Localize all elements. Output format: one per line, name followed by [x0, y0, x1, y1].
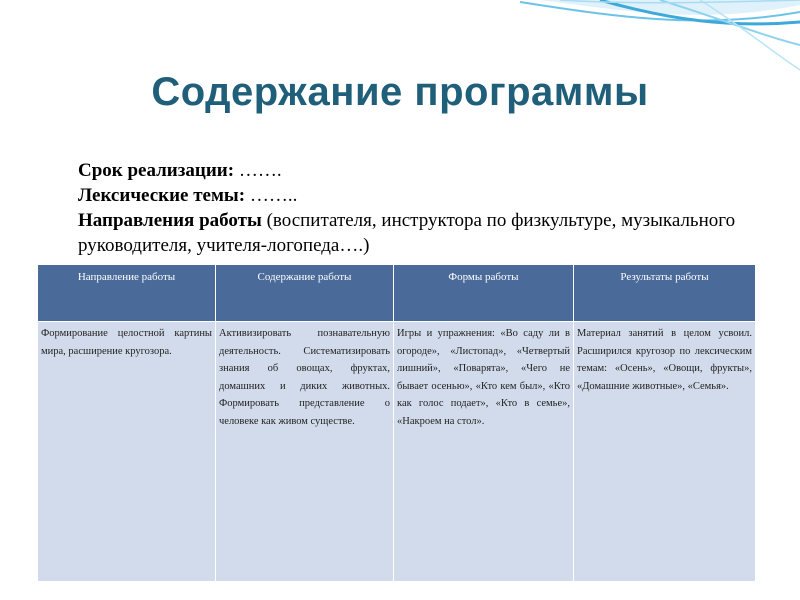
topics-line — [78, 183, 758, 208]
directions-label: Направления работы — [78, 210, 262, 231]
slide-title: Содержание программы — [151, 70, 649, 114]
topics-value: …….. — [249, 185, 298, 206]
directions-line — [78, 208, 758, 258]
cell-results-text: Материал занятий в целом усвоил. Расширился кругозор по лексическим темам: «Осень», «Овощи, фрукты», «Домашние животные», «Семья». — [577, 328, 752, 392]
cell-direction-text: Формирование целостной картины мира, расширение кругозора. — [41, 328, 212, 357]
cell-forms — [394, 322, 574, 582]
term-line — [78, 158, 758, 183]
topics-label: Лексические темы: — [78, 185, 246, 206]
header-results: Результаты работы — [574, 265, 756, 322]
cell-direction — [38, 322, 216, 582]
term-label: Срок реализации: — [78, 160, 235, 181]
directions-value: (воспитателя, инструктора по физкультуре, музыкального руководителя, учителя-логопеда….) — [78, 210, 736, 256]
cell-content — [216, 322, 394, 582]
cell-results — [574, 322, 756, 582]
cell-content-text: Активизировать познавательную деятельность. Систематизировать знания об овощах, фруктах, домашних и диких животных. Формировать представление о человеке как живом существе. — [219, 328, 390, 427]
table-row — [38, 322, 756, 582]
cell-forms-text: Игры и упражнения: «Во саду ли в огороде», «Листопад», «Четвертый лишний», «Поварята», «Чего не бывает осенью», «Кто кем был», «Кто как голос подает», «Кто в семье», «Накроем на стол». — [397, 328, 570, 427]
program-info — [78, 158, 758, 258]
table-header-row — [38, 265, 756, 322]
content-table — [37, 264, 756, 582]
header-forms: Формы работы — [394, 265, 574, 322]
header-content: Содержание работы — [216, 265, 394, 322]
header-direction: Направление работы — [38, 265, 216, 322]
term-value: ……. — [238, 160, 282, 181]
